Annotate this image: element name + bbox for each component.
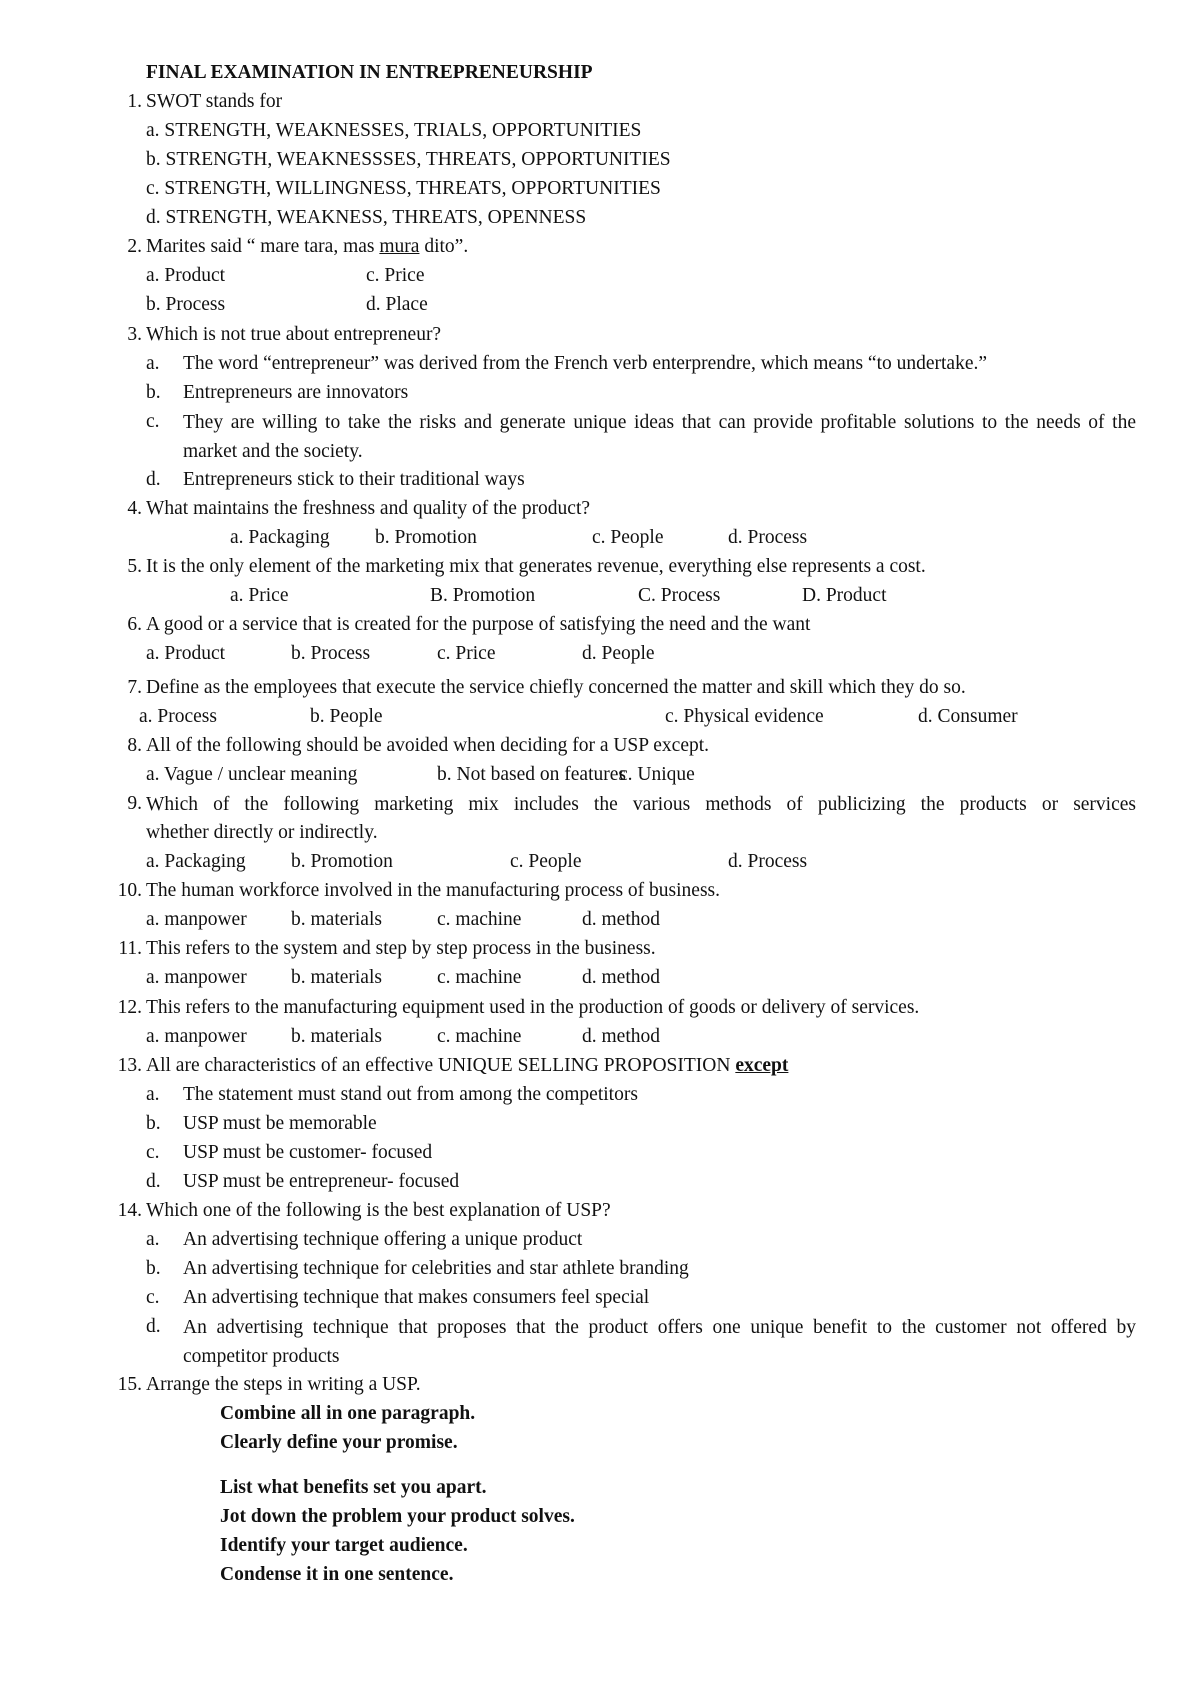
option-a: a. Product (146, 265, 226, 286)
option-b: b. Process (291, 643, 371, 664)
question-text-start: Marites said “ mare tara, mas (146, 236, 380, 257)
option-b: b. materials (291, 1026, 382, 1047)
question-number: 13. (117, 1055, 142, 1076)
option-d-label: d. (146, 1171, 161, 1192)
option-d: D. Product (802, 585, 887, 606)
option-c: USP must be customer- focused (183, 1142, 433, 1163)
option-d: USP must be entrepreneur- focused (183, 1171, 460, 1192)
option-a: a. manpower (146, 1026, 247, 1047)
question-number: 1. (127, 91, 142, 112)
option-b: An advertising technique for celebrities and star athlete branding (183, 1258, 689, 1279)
exam-title: FINAL EXAMINATION IN ENTREPRENEURSHIP (146, 62, 593, 83)
option-c: C. Process (638, 585, 721, 606)
option-d: d. method (582, 909, 660, 930)
option-a: a. STRENGTH, WEAKNESSES, TRIALS, OPPORTUNITIES (146, 120, 642, 141)
option-c: c. Price (366, 265, 425, 286)
option-c: c. machine (437, 1026, 522, 1047)
question-text: Arrange the steps in writing a USP. (146, 1374, 421, 1395)
step-item: Identify your target audience. (220, 1535, 468, 1556)
question-number: 9. (127, 793, 142, 814)
option-d-label: d. (146, 1316, 161, 1337)
question-text: Which is not true about entrepreneur? (146, 324, 442, 345)
option-d: d. method (582, 1026, 660, 1047)
option-a: a. Packaging (146, 851, 246, 872)
underlined-word: mura (379, 236, 420, 257)
question-text: Which of the following marketing mix includes the various methods of publicizing the products or services (146, 794, 1136, 815)
option-a: The statement must stand out from among the competitors (183, 1084, 638, 1105)
option-b: b. Not based on features (437, 764, 626, 785)
question-text: Define as the employees that execute the service chiefly concerned the matter and skill which they do so. (146, 677, 966, 698)
option-c: c. machine (437, 967, 522, 988)
option-b: b. materials (291, 967, 382, 988)
question-text: SWOT stands for (146, 91, 283, 112)
question-text: This refers to the manufacturing equipment used in the production of goods or delivery of services. (146, 997, 920, 1018)
option-b: b. materials (291, 909, 382, 930)
option-d: d. STRENGTH, WEAKNESS, THREATS, OPENNESS (146, 207, 587, 228)
step-item: Condense it in one sentence. (220, 1564, 454, 1585)
option-d-label: d. (146, 469, 161, 490)
option-a: a. manpower (146, 909, 247, 930)
option-d: d. Place (366, 294, 428, 315)
option-a: a. Product (146, 643, 226, 664)
option-c-label: c. (146, 411, 160, 432)
question-text-main: All are characteristics of an effective UNIQUE SELLING PROPOSITION (146, 1055, 736, 1076)
question-text: A good or a service that is created for the purpose of satisfying the need and the want (146, 614, 811, 635)
option-a: a. Packaging (230, 527, 330, 548)
emphasized-word: except (735, 1055, 789, 1076)
option-b: Entrepreneurs are innovators (183, 382, 409, 403)
question-number: 2. (127, 236, 142, 257)
question-text: All of the following should be avoided when deciding for a USP except. (146, 735, 710, 756)
option-c-label: c. (146, 1142, 160, 1163)
option-a: a. Price (230, 585, 289, 606)
question-number: 6. (127, 614, 142, 635)
option-b: B. Promotion (430, 585, 536, 606)
step-item: Jot down the problem your product solves. (220, 1506, 575, 1527)
option-b: b. People (310, 706, 383, 727)
question-number: 4. (127, 498, 142, 519)
option-b: b. Promotion (291, 851, 393, 872)
question-text (146, 1052, 788, 1080)
option-d: d. Consumer (918, 706, 1018, 727)
option-c: c. Price (437, 643, 496, 664)
option-c: An advertising technique that makes consumers feel special (183, 1287, 650, 1308)
option-a: An advertising technique offering a unique product (183, 1229, 583, 1250)
option-c: c. People (592, 527, 664, 548)
question-number: 14. (117, 1200, 142, 1221)
option-b-label: b. (146, 1113, 161, 1134)
option-a-label: a. (146, 1229, 160, 1250)
question-number: 11. (118, 938, 142, 959)
step-item: Clearly define your promise. (220, 1432, 458, 1453)
option-a: a. Vague / unclear meaning (146, 764, 358, 785)
option-c-label: c. (146, 1287, 160, 1308)
option-c: c. People (510, 851, 582, 872)
option-a-label: a. (146, 1084, 160, 1105)
option-c: c. Physical evidence (665, 706, 824, 727)
option-d: d. method (582, 967, 660, 988)
question-text-continued: whether directly or indirectly. (146, 822, 378, 843)
option-c: c. Unique (619, 764, 695, 785)
question-text: This refers to the system and step by step process in the business. (146, 938, 656, 959)
step-item: List what benefits set you apart. (220, 1477, 487, 1498)
question-number: 7. (127, 677, 142, 698)
question-number: 5. (127, 556, 142, 577)
option-b: b. STRENGTH, WEAKNESSSES, THREATS, OPPORTUNITIES (146, 149, 671, 170)
option-b-label: b. (146, 382, 161, 403)
option-c: c. STRENGTH, WILLINGNESS, THREATS, OPPORTUNITIES (146, 178, 661, 199)
option-d: d. Process (728, 851, 808, 872)
question-number: 3. (127, 324, 142, 345)
option-a-label: a. (146, 353, 160, 374)
question-text: Which one of the following is the best explanation of USP? (146, 1200, 611, 1221)
option-c: They are willing to take the risks and generate unique ideas that can provide profitable solutions to the needs of the market and the society. (183, 412, 1136, 462)
step-item: Combine all in one paragraph. (220, 1403, 476, 1424)
question-text: It is the only element of the marketing mix that generates revenue, everything else represents a cost. (146, 556, 926, 577)
option-a: a. manpower (146, 967, 247, 988)
option-b: b. Process (146, 294, 226, 315)
option-d: d. People (582, 643, 655, 664)
option-b: b. Promotion (375, 527, 477, 548)
option-b-label: b. (146, 1258, 161, 1279)
option-a: a. Process (139, 706, 217, 727)
question-number: 15. (117, 1374, 142, 1395)
question-number: 12. (117, 997, 142, 1018)
question-number: 8. (127, 735, 142, 756)
question-number: 10. (117, 880, 142, 901)
option-d: An advertising technique that proposes that the product offers one unique benefit to the customer not offered by competitor products (183, 1317, 1136, 1367)
option-c: c. machine (437, 909, 522, 930)
question-text-end: dito”. (419, 236, 469, 257)
question-text (146, 233, 468, 261)
question-text: The human workforce involved in the manufacturing process of business. (146, 880, 721, 901)
option-a: The word “entrepreneur” was derived from the French verb enterprendre, which means “to undertake.” (183, 353, 988, 374)
option-b: USP must be memorable (183, 1113, 377, 1134)
option-d: Entrepreneurs stick to their traditional ways (183, 469, 525, 490)
question-text: What maintains the freshness and quality of the product? (146, 498, 591, 519)
option-d: d. Process (728, 527, 808, 548)
